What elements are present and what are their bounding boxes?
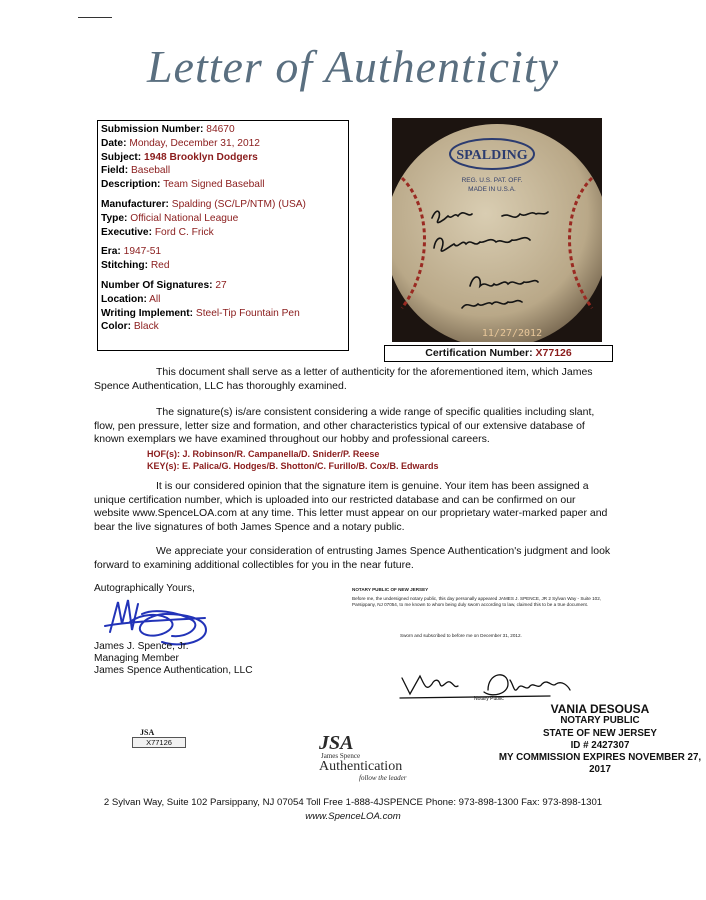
signer-company: James Spence Authentication, LLC bbox=[94, 665, 253, 676]
num-signatures-value: 27 bbox=[215, 279, 227, 291]
date-row: Date: Monday, December 31, 2012 bbox=[101, 137, 260, 149]
era-row: Era: 1947-51 bbox=[101, 246, 162, 258]
notary-stamp bbox=[491, 703, 706, 777]
certification-number: X77126 bbox=[535, 347, 572, 359]
paragraph-2: The signature(s) is/are consistent considering a wide range of specific qualities including slant, flow, pen pressure, letter size and formation, and other characteristics typical of our extensive database of known exemplars we have examined throughout our hobby and professional careers. bbox=[94, 406, 595, 446]
notary-stamp-state: STATE OF NEW JERSEY bbox=[543, 727, 657, 739]
field-row: Field: Baseball bbox=[101, 165, 171, 177]
manufacturer-row: Manufacturer: Spalding (SC/LP/NTM) (USA) bbox=[101, 198, 306, 210]
signer-title: Managing Member bbox=[94, 653, 179, 664]
writing-implement-value: Steel-Tip Fountain Pen bbox=[195, 307, 300, 319]
jsa-sticker-brand: JSA bbox=[140, 728, 155, 737]
hof-line: HOF(s): J. Robinson/R. Campanella/D. Snider/P. Reese bbox=[147, 449, 380, 459]
date-value: Monday, December 31, 2012 bbox=[129, 137, 260, 149]
era-value: 1947-51 bbox=[123, 246, 162, 258]
description-row: Description: Team Signed Baseball bbox=[101, 179, 265, 191]
type-value: Official National League bbox=[130, 212, 239, 224]
footer bbox=[0, 796, 706, 824]
location-row: Location: All bbox=[101, 293, 161, 305]
notary-signature-caption: Notary Public bbox=[474, 696, 504, 702]
type-row: Type: Official National League bbox=[101, 212, 239, 224]
manufacturer-value: Spalding (SC/LP/NTM) (USA) bbox=[171, 198, 306, 210]
signer-name: James J. Spence, Jr. bbox=[94, 641, 189, 652]
executive-value: Ford C. Frick bbox=[154, 226, 214, 238]
top-rule bbox=[78, 17, 112, 18]
subject-value: 1948 Brooklyn Dodgers bbox=[144, 151, 258, 163]
location-value: All bbox=[149, 293, 161, 305]
paragraph-1: This document shall serve as a letter of authenticity for the aforementioned item, which James Spence Authentication, LLC has thoroughly examined. bbox=[94, 366, 593, 392]
writing-implement-row: Writing Implement: Steel-Tip Fountain Pen bbox=[101, 307, 300, 319]
num-signatures-row: Number Of Signatures: 27 bbox=[101, 279, 227, 291]
notary-sworn: Sworn and subscribed to before me on December 31, 2012. bbox=[400, 633, 522, 638]
item-info-box bbox=[97, 120, 349, 351]
stitching-value: Red bbox=[150, 260, 170, 272]
notary-stamp-name: VANIA DESOUSA bbox=[550, 702, 650, 716]
submission-number-value: 84670 bbox=[206, 124, 235, 135]
footer-website[interactable]: www.SpenceLOA.com bbox=[305, 811, 401, 822]
color-value: Black bbox=[133, 321, 159, 333]
stitching-row: Stitching: Red bbox=[101, 260, 170, 272]
spalding-logo: SPALDING bbox=[456, 148, 528, 163]
svg-text:REG. U.S. PAT. OFF.: REG. U.S. PAT. OFF. bbox=[461, 177, 523, 184]
jsa-sticker bbox=[132, 728, 190, 750]
paragraph-3: It is our considered opinion that the signature item is genuine. Your item has been assigned a unique certification number, which is uploaded into our restricted database and can be confirmed on our website www.SpenceLOA.com at any time. This letter must appear on our proprietary water-marked paper and bear the live signatures of both James Spence and a notary public. bbox=[94, 480, 608, 533]
color-row: Color: Black bbox=[101, 321, 159, 333]
baseball-photo bbox=[392, 118, 602, 342]
field-value: Baseball bbox=[131, 165, 171, 177]
page-title: Letter of Authenticity bbox=[146, 41, 560, 92]
footer-address: 2 Sylvan Way, Suite 102 Parsippany, NJ 07054 Toll Free 1-888-4JSPENCE Phone: 973-898-1300 Fax: 973-898-1301 bbox=[103, 797, 603, 808]
notary-stamp-expires: MY COMMISSION EXPIRES NOVEMBER 27, 2017 bbox=[498, 752, 702, 776]
paragraph-4: We appreciate your consideration of entrusting James Spence Authentication's judgment and look forward to examining additional collectibles for you in the near future. bbox=[94, 545, 611, 571]
jsa-sticker-code: X77126 bbox=[132, 737, 186, 748]
notary-heading: NOTARY PUBLIC OF NEW JERSEY bbox=[352, 587, 429, 592]
notary-stamp-id: ID # 2427307 bbox=[570, 739, 630, 751]
description-value: Team Signed Baseball bbox=[163, 179, 265, 191]
executive-row: Executive: Ford C. Frick bbox=[101, 226, 214, 238]
jsa-logo: JSA James Spence Authentication follow the leader bbox=[319, 732, 407, 782]
certification-number-box: Certification Number: X77126 bbox=[384, 345, 613, 362]
submission-number-row: Submission Number: 84670 bbox=[101, 124, 235, 135]
closing: Autographically Yours, bbox=[94, 583, 195, 594]
subject-row: Subject: 1948 Brooklyn Dodgers bbox=[101, 151, 258, 163]
notary-body: Before me, the undersigned notary public, this day personally appeared JAMES J. SPENCE, JR 2 Sylvan Way - Suite 102, Parsippany, NJ 07054, to me known to whom being duly sworn according to law, claimed this to be a true document. bbox=[352, 596, 602, 607]
key-line: KEY(s): E. Palica/G. Hodges/B. Shotton/C. Furillo/B. Cox/B. Edwards bbox=[147, 461, 439, 471]
photo-date: 11/27/2012 bbox=[481, 328, 543, 339]
baseball-illustration bbox=[392, 118, 602, 342]
svg-text:MADE IN U.S.A.: MADE IN U.S.A. bbox=[468, 186, 516, 193]
notary-stamp-title: NOTARY PUBLIC bbox=[560, 715, 640, 727]
